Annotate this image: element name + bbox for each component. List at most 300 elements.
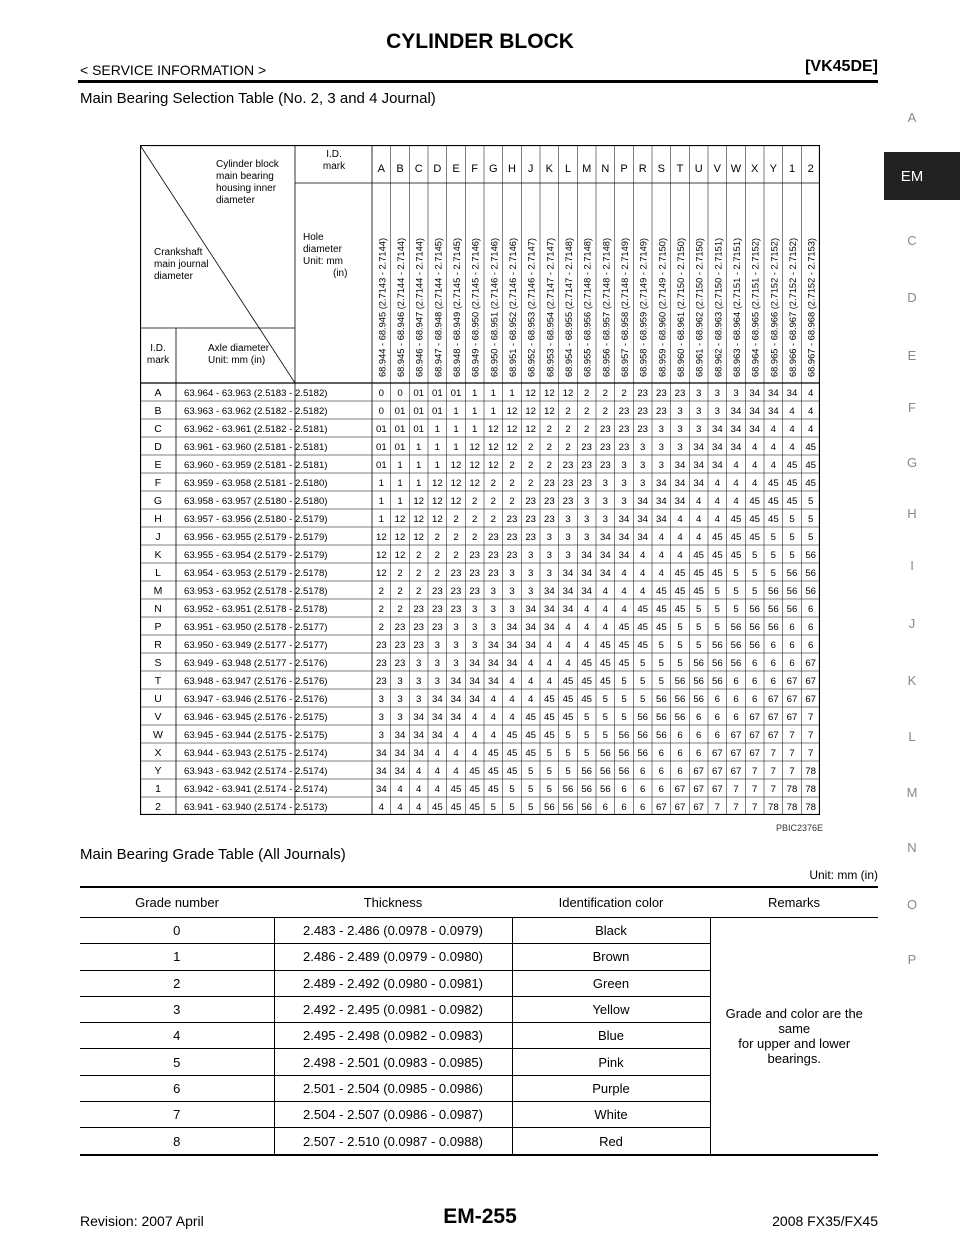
footer-page: EM-255 [443, 1205, 517, 1228]
bearing-grade-cell: 2 [434, 531, 441, 543]
bearing-grade-cell: 56 [562, 801, 574, 813]
column-mark: J [527, 163, 534, 175]
bearing-grade-cell: 2 [471, 531, 478, 543]
bearing-grade-cell: 12 [506, 441, 518, 453]
bearing-grade-cell: 34 [693, 477, 705, 489]
bearing-grade-cell: 3 [658, 459, 665, 471]
bearing-grade-cell: 23 [469, 549, 481, 561]
bearing-grade-cell: 56 [581, 783, 593, 795]
bearing-grade-cell: 34 [618, 549, 630, 561]
grade-number: 3 [80, 996, 274, 1022]
bearing-grade-cell: 2 [397, 603, 403, 615]
bearing-grade-cell: 12 [506, 423, 518, 435]
bearing-grade-cell: 6 [695, 729, 702, 741]
side-index-a[interactable]: A [907, 110, 917, 125]
bearing-grade-cell: 34 [413, 747, 425, 759]
bearing-grade-cell: 12 [525, 405, 537, 417]
bearing-grade-cell: 5 [527, 765, 534, 777]
bearing-grade-cell: 12 [431, 495, 443, 507]
bearing-grade-cell: 7 [789, 729, 795, 741]
main-bearing-selection-table [140, 145, 820, 815]
bearing-grade-cell: 78 [805, 765, 817, 777]
bearing-grade-cell: 45 [655, 621, 667, 633]
bearing-grade-cell: 6 [789, 621, 795, 633]
bearing-grade-cell: 67 [786, 711, 798, 723]
bearing-grade-cell: 4 [677, 549, 683, 561]
bearing-grade-cell: 67 [674, 783, 686, 795]
column-mark: K [545, 163, 554, 175]
column-mark: L [564, 163, 572, 175]
bearing-grade-cell: 1 [397, 459, 403, 471]
bearing-grade-cell: 45 [749, 495, 761, 507]
bearing-grade-cell: 12 [413, 495, 425, 507]
bearing-grade-cell: 67 [730, 765, 742, 777]
bearing-grade-cell: 12 [487, 459, 499, 471]
bearing-grade-cell: 45 [674, 585, 686, 597]
bearing-grade-cell: 2 [490, 495, 497, 507]
bearing-grade-cell: 6 [658, 765, 665, 777]
thickness: 2.489 - 2.492 (0.0980 - 0.0981) [274, 970, 512, 996]
identification-color: Pink [512, 1049, 710, 1075]
bearing-grade-cell: 2 [583, 405, 590, 417]
bearing-grade-cell: 2 [509, 459, 515, 471]
bearing-grade-cell: 6 [639, 765, 646, 777]
identification-color: Purple [512, 1075, 710, 1101]
bearing-grade-cell: 23 [618, 405, 630, 417]
bearing-grade-cell: 45 [543, 711, 555, 723]
page-title: CYLINDER BLOCK [386, 30, 574, 53]
bearing-grade-cell: 6 [714, 729, 721, 741]
bearing-grade-cell: 23 [637, 387, 649, 399]
bearing-grade-cell: 23 [394, 657, 406, 669]
bearing-grade-cell: 34 [637, 495, 649, 507]
bearing-grade-cell: 3 [658, 423, 665, 435]
column-mark: M [582, 163, 592, 175]
bearing-grade-cell: 01 [413, 387, 425, 399]
bearing-grade-cell: 6 [751, 675, 758, 687]
row-mark: W [153, 728, 163, 741]
bearing-grade-cell: 01 [413, 405, 425, 417]
identification-color: Yellow [512, 996, 710, 1022]
bearing-grade-cell: 3 [621, 495, 627, 507]
corner-top-label: diameter [216, 195, 255, 206]
side-index-l[interactable]: L [908, 729, 916, 744]
row-dimension: 63.955 - 63.954 (2.5179 - 2.5179) [184, 549, 328, 561]
bearing-grade-cell: 3 [415, 675, 422, 687]
bearing-grade-cell: 56 [767, 585, 779, 597]
side-index-em[interactable]: EM [884, 152, 960, 200]
bearing-grade-cell: 34 [581, 567, 593, 579]
bearing-grade-cell: 5 [639, 657, 646, 669]
column-dimension: 68.963 - 68.964 (2.7151 - 2.7151) [732, 237, 742, 377]
bearing-grade-cell: 67 [674, 801, 686, 813]
bearing-grade-cell: 45 [786, 459, 798, 471]
bearing-grade-cell: 6 [621, 783, 627, 795]
bearing-grade-cell: 78 [805, 801, 817, 813]
bearing-grade-cell: 4 [415, 765, 422, 777]
bearing-grade-cell: 2 [378, 585, 385, 597]
bearing-grade-cell: 34 [618, 531, 630, 543]
bearing-grade-cell: 34 [786, 387, 798, 399]
bearing-grade-cell: 5 [677, 621, 683, 633]
bearing-grade-cell: 6 [677, 765, 683, 777]
bearing-grade-cell: 1 [453, 405, 459, 417]
bearing-grade-cell: 3 [602, 495, 609, 507]
grade-number: 5 [80, 1049, 274, 1075]
bearing-grade-cell: 12 [562, 387, 574, 399]
bearing-grade-cell: 4 [583, 603, 590, 615]
thickness: 2.483 - 2.486 (0.0978 - 0.0979) [274, 918, 512, 944]
bearing-grade-cell: 7 [733, 801, 739, 813]
bearing-grade-cell: 56 [655, 729, 667, 741]
bearing-grade-cell: 7 [751, 783, 758, 795]
bearing-grade-cell: 3 [695, 387, 702, 399]
column-mark: B [396, 163, 404, 175]
bearing-grade-cell: 4 [471, 711, 478, 723]
row-dimension: 63.953 - 63.952 (2.5178 - 2.5178) [184, 585, 328, 597]
bearing-grade-cell: 34 [450, 711, 462, 723]
side-index-p[interactable]: P [907, 952, 917, 967]
hole-diameter-label: Unit: mm [303, 256, 343, 267]
bearing-grade-cell: 34 [450, 693, 462, 705]
id-mark-label: I.D. [326, 149, 342, 160]
bearing-grade-cell: 4 [807, 405, 814, 417]
column-mark: U [694, 163, 703, 175]
bearing-grade-cell: 4 [546, 657, 553, 669]
bearing-grade-cell: 23 [413, 639, 425, 651]
side-index-m[interactable]: M [906, 785, 918, 800]
bearing-grade-cell: 4 [471, 747, 478, 759]
bearing-grade-cell: 67 [805, 693, 817, 705]
bearing-grade-cell: 45 [693, 549, 705, 561]
bearing-grade-cell: 3 [621, 459, 627, 471]
bearing-grade-cell: 56 [805, 567, 817, 579]
side-index-i[interactable]: I [910, 558, 914, 573]
bearing-grade-cell: 34 [413, 711, 425, 723]
header-rule [78, 80, 878, 83]
bearing-grade-cell: 6 [695, 747, 702, 759]
bearing-grade-cell: 23 [599, 423, 611, 435]
bearing-grade-cell: 5 [527, 783, 534, 795]
bearing-grade-cell: 4 [789, 423, 795, 435]
bearing-grade-cell: 4 [471, 729, 478, 741]
bearing-grade-cell: 12 [413, 531, 425, 543]
bearing-grade-cell: 5 [621, 675, 627, 687]
bearing-grade-cell: 4 [751, 459, 758, 471]
bearing-grade-cell: 45 [655, 603, 667, 615]
bearing-grade-cell: 5 [658, 675, 665, 687]
bearing-grade-cell: 2 [415, 549, 422, 561]
bearing-grade-cell: 34 [655, 513, 667, 525]
corner-top-label: housing inner [216, 183, 277, 194]
bearing-grade-cell: 23 [599, 441, 611, 453]
bearing-grade-cell: 3 [733, 387, 739, 399]
column-dimension: 68.965 - 68.966 (2.7152 - 2.7152) [769, 237, 780, 377]
bearing-grade-cell: 3 [471, 603, 478, 615]
bearing-grade-cell: 23 [562, 459, 574, 471]
bearing-grade-cell: 34 [525, 603, 537, 615]
bearing-grade-cell: 3 [714, 405, 721, 417]
id-mark-label: mark [322, 161, 346, 172]
bearing-grade-cell: 45 [786, 477, 798, 489]
bearing-grade-cell: 45 [543, 729, 555, 741]
row-dimension: 63.964 - 63.963 (2.5183 - 2.5182) [184, 387, 328, 399]
row-id-mark-label: I.D. [150, 343, 166, 354]
bearing-grade-cell: 3 [565, 531, 571, 543]
axle-diameter-label: Unit: mm (in) [208, 355, 266, 366]
bearing-grade-cell: 12 [506, 405, 518, 417]
bearing-grade-cell: 23 [375, 639, 387, 651]
bearing-grade-cell: 4 [565, 621, 571, 633]
row-dimension: 63.956 - 63.955 (2.5179 - 2.5179) [184, 531, 328, 543]
bearing-grade-cell: 12 [394, 549, 406, 561]
bearing-grade-cell: 4 [621, 603, 627, 615]
bearing-grade-cell: 45 [674, 567, 686, 579]
bearing-grade-cell: 56 [693, 693, 705, 705]
bearing-grade-cell: 01 [394, 405, 406, 417]
bearing-grade-cell: 2 [509, 477, 515, 489]
bearing-grade-cell: 2 [602, 387, 609, 399]
bearing-grade-cell: 1 [378, 495, 385, 507]
grade-table-title: Main Bearing Grade Table (All Journals) [80, 846, 346, 863]
row-dimension: 63.963 - 63.962 (2.5182 - 2.5182) [184, 405, 328, 417]
row-dimension: 63.944 - 63.943 (2.5175 - 2.5174) [184, 747, 328, 759]
bearing-grade-cell: 2 [490, 513, 497, 525]
bearing-grade-cell: 5 [658, 639, 665, 651]
side-index-j[interactable]: J [908, 616, 916, 631]
remarks [710, 918, 878, 1155]
bearing-grade-cell: 5 [527, 801, 534, 813]
thickness: 2.495 - 2.498 (0.0982 - 0.0983) [274, 1023, 512, 1049]
bearing-grade-cell: 34 [375, 783, 387, 795]
bearing-grade-cell: 2 [527, 477, 534, 489]
bearing-grade-cell: 5 [714, 603, 721, 615]
hole-diameter-label: Hole [303, 232, 324, 243]
bearing-grade-cell: 23 [506, 513, 518, 525]
bearing-grade-cell: 12 [450, 459, 462, 471]
corner-bottom-label: main journal [154, 259, 209, 270]
bearing-grade-cell: 12 [394, 531, 406, 543]
bearing-grade-cell: 56 [749, 639, 761, 651]
identification-color: Black [512, 918, 710, 944]
bearing-grade-cell: 23 [375, 657, 387, 669]
bearing-grade-cell: 3 [527, 549, 534, 561]
bearing-grade-cell: 4 [453, 747, 459, 759]
bearing-grade-cell: 56 [767, 621, 779, 633]
bearing-grade-cell: 56 [786, 567, 798, 579]
thickness: 2.498 - 2.501 (0.0983 - 0.0985) [274, 1049, 512, 1075]
column-mark: 2 [807, 163, 814, 175]
bearing-grade-cell: 45 [599, 657, 611, 669]
bearing-grade-cell: 56 [693, 675, 705, 687]
column-mark: S [657, 163, 666, 175]
bearing-grade-cell: 56 [805, 549, 817, 561]
bearing-grade-cell: 67 [749, 711, 761, 723]
bearing-grade-cell: 7 [770, 747, 777, 759]
bearing-grade-cell: 34 [767, 405, 779, 417]
bearing-grade-cell: 34 [562, 585, 574, 597]
bearing-grade-cell: 56 [711, 639, 723, 651]
remarks-header: Remarks [710, 887, 878, 918]
bearing-grade-cell: 4 [565, 639, 571, 651]
corner-top-label: Cylinder block [216, 159, 279, 170]
bearing-grade-cell: 34 [730, 405, 742, 417]
bearing-grade-cell: 23 [487, 549, 499, 561]
bearing-grade-cell: 23 [618, 423, 630, 435]
bearing-grade-cell: 1 [509, 387, 515, 399]
side-index-d[interactable]: D [907, 290, 917, 305]
column-dimension: 68.951 - 68.952 (2.7146 - 2.7146) [508, 237, 518, 377]
grade-number: 7 [80, 1102, 274, 1128]
bearing-grade-cell: 4 [733, 477, 739, 489]
bearing-grade-cell: 5 [770, 567, 777, 579]
side-index-f[interactable]: F [908, 400, 916, 415]
identification-color: Brown [512, 944, 710, 970]
bearing-grade-cell: 01 [413, 423, 425, 435]
bearing-grade-cell: 5 [546, 765, 553, 777]
column-mark: R [638, 163, 647, 175]
bearing-grade-cell: 23 [506, 531, 518, 543]
column-dimension: 68.950 - 68.951 (2.7146 - 2.7146) [489, 237, 500, 377]
bearing-grade-cell: 2 [415, 567, 422, 579]
bearing-grade-cell: 23 [655, 405, 667, 417]
side-index-e[interactable]: E [907, 348, 917, 363]
remarks-line: for upper and lower bearings. [738, 1035, 851, 1066]
bearing-grade-cell: 3 [658, 441, 665, 453]
grade-header: Grade number [80, 887, 274, 918]
bearing-grade-cell: 23 [450, 567, 462, 579]
side-index-h[interactable]: H [907, 506, 917, 521]
bearing-grade-cell: 3 [527, 567, 534, 579]
bearing-grade-cell: 34 [637, 531, 649, 543]
bearing-grade-cell: 67 [693, 801, 705, 813]
bearing-grade-cell: 6 [789, 657, 795, 669]
bearing-grade-cell: 78 [786, 783, 798, 795]
bearing-grade-cell: 4 [546, 639, 553, 651]
bearing-grade-cell: 12 [469, 459, 481, 471]
bearing-grade-cell: 34 [711, 459, 723, 471]
side-index-g[interactable]: G [906, 455, 918, 470]
bearing-grade-cell: 0 [397, 387, 403, 399]
bearing-grade-cell: 4 [733, 495, 739, 507]
bearing-grade-cell: 45 [618, 621, 630, 633]
bearing-grade-cell: 45 [450, 801, 462, 813]
side-index-o[interactable]: O [906, 897, 918, 912]
bearing-grade-cell: 45 [618, 639, 630, 651]
bearing-grade-cell: 34 [637, 513, 649, 525]
bearing-grade-cell: 6 [677, 729, 683, 741]
bearing-grade-cell: 3 [509, 603, 515, 615]
bearing-grade-cell: 34 [469, 693, 481, 705]
identification-color: Blue [512, 1023, 710, 1049]
bearing-grade-cell: 45 [599, 675, 611, 687]
bearing-grade-cell: 56 [693, 657, 705, 669]
bearing-grade-cell: 3 [434, 639, 441, 651]
row-id-mark-label: mark [146, 355, 170, 366]
bearing-grade-cell: 2 [453, 531, 459, 543]
bearing-grade-cell: 67 [767, 729, 779, 741]
bearing-grade-cell: 12 [543, 405, 555, 417]
bearing-grade-cell: 34 [375, 747, 387, 759]
bearing-grade-cell: 4 [490, 711, 497, 723]
bearing-grade-cell: 56 [618, 729, 630, 741]
bearing-grade-cell: 3 [434, 657, 441, 669]
column-mark: C [414, 163, 423, 175]
bearing-grade-cell: 4 [527, 657, 534, 669]
bearing-grade-cell: 5 [583, 747, 590, 759]
bearing-grade-cell: 34 [469, 675, 481, 687]
bearing-grade-cell: 45 [749, 531, 761, 543]
bearing-grade-cell: 3 [434, 675, 441, 687]
bearing-grade-cell: 56 [711, 657, 723, 669]
bearing-grade-cell: 56 [618, 747, 630, 759]
bearing-grade-cell: 5 [751, 549, 758, 561]
bearing-grade-cell: 4 [378, 801, 385, 813]
row-mark: K [154, 548, 162, 561]
bearing-grade-cell: 45 [543, 693, 555, 705]
thickness: 2.486 - 2.489 (0.0979 - 0.0980) [274, 944, 512, 970]
bearing-grade-cell: 23 [674, 387, 686, 399]
bearing-grade-cell: 78 [767, 801, 779, 813]
bearing-grade-cell: 4 [397, 783, 403, 795]
bearing-grade-cell: 45 [506, 765, 518, 777]
bearing-grade-cell: 5 [565, 747, 571, 759]
bearing-grade-cell: 12 [394, 513, 406, 525]
bearing-grade-cell: 3 [639, 441, 646, 453]
bearing-grade-cell: 78 [805, 783, 817, 795]
row-mark: E [154, 458, 162, 471]
bearing-grade-cell: 6 [658, 783, 665, 795]
bearing-grade-cell: 34 [655, 477, 667, 489]
side-index-c[interactable]: C [907, 233, 917, 248]
bearing-grade-cell: 67 [693, 783, 705, 795]
corner-top-label: main bearing [216, 171, 274, 182]
bearing-grade-cell: 6 [695, 711, 702, 723]
bearing-grade-cell: 12 [431, 513, 443, 525]
bearing-grade-cell: 1 [397, 477, 403, 489]
bearing-grade-cell: 45 [767, 495, 779, 507]
color-header: Identification color [512, 887, 710, 918]
row-mark: V [154, 710, 162, 723]
bearing-grade-cell: 1 [378, 477, 385, 489]
bearing-grade-cell: 5 [695, 639, 702, 651]
bearing-grade-cell: 2 [546, 459, 553, 471]
bearing-grade-cell: 6 [733, 711, 739, 723]
bearing-grade-cell: 7 [733, 783, 739, 795]
bearing-grade-cell: 23 [431, 621, 443, 633]
column-mark: D [433, 163, 442, 175]
bearing-grade-cell: 45 [805, 477, 817, 489]
bearing-grade-cell: 34 [562, 567, 574, 579]
bearing-grade-cell: 5 [490, 801, 497, 813]
bearing-grade-cell: 4 [602, 585, 609, 597]
bearing-grade-cell: 5 [658, 657, 665, 669]
side-index-n[interactable]: N [907, 840, 917, 855]
bearing-grade-cell: 5 [770, 549, 777, 561]
row-mark: F [154, 476, 162, 489]
bearing-grade-cell: 7 [807, 711, 814, 723]
side-index-k[interactable]: K [907, 673, 917, 688]
column-dimension: 68.964 - 68.965 (2.7151 - 2.7152) [750, 237, 761, 377]
thickness: 2.501 - 2.504 (0.0985 - 0.0986) [274, 1075, 512, 1101]
bearing-grade-cell: 4 [565, 657, 571, 669]
row-mark: G [153, 494, 163, 507]
bearing-grade-cell: 45 [581, 693, 593, 705]
grade-number: 1 [80, 944, 274, 970]
bearing-grade-cell: 12 [450, 495, 462, 507]
bearing-grade-cell: 0 [378, 405, 385, 417]
bearing-grade-cell: 45 [693, 567, 705, 579]
